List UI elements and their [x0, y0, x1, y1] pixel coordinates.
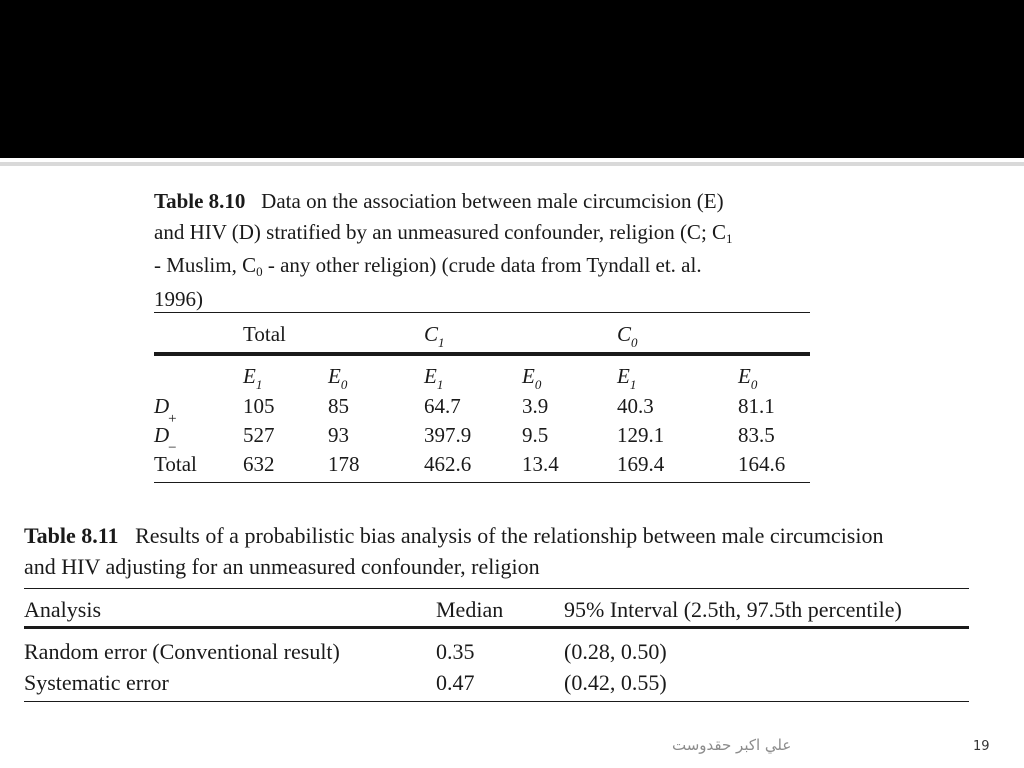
- group-header-total: Total: [243, 322, 286, 346]
- table-8-11-caption: [24, 520, 974, 582]
- exposure-header: $E_1$: [424, 364, 444, 392]
- table-cell: 164.6: [738, 452, 786, 476]
- table-cell: 129.1: [617, 423, 665, 447]
- caption-line-3: - Muslim, C: [154, 253, 257, 277]
- caption-line-2: and HIV (D) stratified by an unmeasured confounder, religion (C; C: [154, 219, 727, 244]
- footer-author: علي اكبر حقدوست: [672, 736, 792, 754]
- row-median: 0.35: [436, 639, 475, 664]
- table-cell: 93: [328, 423, 349, 447]
- caption-line-5: 1996): [154, 286, 203, 311]
- caption2-line-2: and HIV adjusting for an unmeasured confounder, religion: [24, 554, 540, 579]
- header-interval: 95% Interval (2.5th, 97.5th percentile): [564, 597, 902, 622]
- table2-bottom-rule: [24, 701, 969, 702]
- table-cell: 169.4: [617, 452, 665, 476]
- table-cell: 527: [243, 423, 275, 447]
- title-bar: [0, 0, 1024, 158]
- exposure-header: $E_0$: [522, 364, 542, 392]
- row-label: Total: [154, 452, 197, 476]
- row-label: $D_-$: [154, 423, 177, 456]
- row-interval: (0.28, 0.50): [564, 639, 667, 664]
- row-interval: (0.42, 0.55): [564, 670, 667, 695]
- exposure-header: $E_1$: [243, 364, 263, 392]
- exposure-header: $E_1$: [617, 364, 637, 392]
- caption2-line-1: Results of a probabilistic bias analysis of the relationship between male circumcision: [135, 523, 884, 548]
- table-cell: 85: [328, 394, 349, 418]
- table-8-10-label: Table 8.10: [154, 189, 246, 213]
- table-cell: 632: [243, 452, 275, 476]
- table-bottom-rule: [154, 482, 810, 483]
- row-analysis: Systematic error: [24, 670, 169, 695]
- row-median: 0.47: [436, 670, 475, 695]
- group-header-c1: $C_1$: [424, 322, 445, 350]
- group-header-c0: $C_0$: [617, 322, 638, 350]
- caption-line-4: - any other religion) (crude data from Tyndall et. al.: [267, 253, 702, 277]
- table-8-11-label: Table 8.11: [24, 523, 119, 548]
- caption-sub-1: 1: [726, 230, 733, 246]
- table-header-rule: [154, 352, 810, 356]
- table-cell: 105: [243, 394, 275, 418]
- header-analysis: Analysis: [24, 597, 101, 622]
- table-cell: 178: [328, 452, 360, 476]
- title-divider: [0, 162, 1024, 166]
- caption-sub-0: 0: [256, 264, 263, 279]
- exposure-header: $E_0$: [738, 364, 758, 392]
- table-cell: 13.4: [522, 452, 559, 476]
- caption-line-1: Data on the association between male circumcision (E): [261, 189, 724, 213]
- header-median: Median: [436, 597, 504, 622]
- table-8-10: [154, 312, 810, 484]
- table-cell: 40.3: [617, 394, 654, 418]
- table-8-10-caption: [154, 186, 811, 314]
- table-top-rule: [154, 312, 810, 313]
- row-label: $D_+$: [154, 394, 177, 427]
- table-8-11: [24, 588, 969, 703]
- table-cell: 81.1: [738, 394, 775, 418]
- table-cell: 397.9: [424, 423, 472, 447]
- exposure-header: $E_0$: [328, 364, 348, 392]
- page-number: 19: [973, 739, 990, 754]
- table-cell: 462.6: [424, 452, 472, 476]
- table-cell: 3.9: [522, 394, 549, 418]
- table-cell: 64.7: [424, 394, 461, 418]
- table2-top-rule: [24, 588, 969, 589]
- table-cell: 83.5: [738, 423, 775, 447]
- table-cell: 9.5: [522, 423, 549, 447]
- row-analysis: Random error (Conventional result): [24, 639, 340, 664]
- table2-header-rule: [24, 626, 969, 629]
